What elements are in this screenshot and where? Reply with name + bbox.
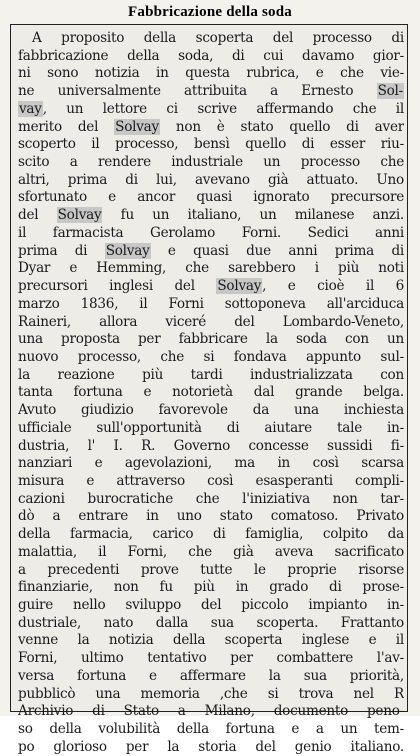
article-line: ni sono notizia in questa rubrica, e che vie- <box>18 65 404 82</box>
article-line: dustriale, nato dalla sua scoperta. Frattanto <box>18 614 404 631</box>
article-line: la reazione più tardi industrializzata con <box>18 366 404 383</box>
article-line: versa fortuna e affermare la sua priorità, <box>18 667 404 684</box>
article-line: del Solvay fu un italiano, un milanese anzi. <box>18 207 404 224</box>
article-line: nuovo processo, che si fondava appunto sul- <box>18 348 404 365</box>
article-line: il farmacista Gerolamo Forni. Sedici anni <box>18 224 404 241</box>
highlighted-term: Sol- <box>377 83 403 100</box>
article-line: marzo 1836, il Forni sottoponeva all'arciduca <box>18 295 404 312</box>
article-line: scoperto il processo, bensì quello di esser riu- <box>18 136 404 153</box>
article-line: misura e attraverso così esasperanti compli- <box>18 472 404 489</box>
article-line: ne universalmente attribuita a Ernesto Sol- <box>18 83 403 100</box>
highlighted-term: Solvay <box>217 278 262 295</box>
article-line: guire nello sviluppo del piccolo impianto in- <box>18 597 404 613</box>
article-line: dò a entrare in uno stato comatoso. Privato <box>18 508 404 525</box>
article-line: tanta fortuna e notorietà dal grande belga. <box>18 384 404 401</box>
article-line: ufficiale sull'opportunità di aiutare tale in- <box>18 419 404 436</box>
article-line: sfortunato e ancor quasi ignorato precursore <box>18 189 404 206</box>
highlighted-term: vay <box>19 100 42 117</box>
article-line: Forni, ultimo tentativo per combattere l'av- <box>18 650 404 667</box>
article-clipping <box>10 24 408 755</box>
article-line: Avuto giudizio favorevole da una inchiesta <box>18 402 404 419</box>
article-line: merito del Solvay non è stato quello di aver <box>18 118 404 135</box>
article-line: po glorioso per la storia del genio italiano. <box>18 738 404 755</box>
article-line: vay, un lettore ci scrive affermando che il <box>19 100 404 117</box>
article-line: a precedenti prove tutte le proprie risorse <box>18 561 404 578</box>
article-line: A proposito della scoperta del processo di <box>32 30 404 46</box>
article-line: Raineri, allora viceré del Lombardo-Veneto, <box>18 313 404 330</box>
article-line: Archivio di Stato a Milano, documento peno- <box>18 703 404 720</box>
article-body <box>18 30 404 756</box>
article-line: dustria, l' I. R. Governo concesse sussidi fi- <box>18 437 404 454</box>
article-line: malattia, il Forni, che già aveva sacrificato <box>18 543 404 560</box>
article-line: prima di Solvay e quasi due anni prima di <box>18 242 404 259</box>
article-line: scito a rendere industriale un processo che <box>18 154 404 171</box>
article-line: della farmacia, carico di famiglia, colpito da <box>18 526 404 543</box>
article-line: venne la notizia della scoperta inglese e il <box>18 632 404 649</box>
article-line: pubblicò una memoria ,che si trova nel R <box>18 685 404 702</box>
article-line: Dyar e Hemming, che sarebbero i più noti <box>18 260 404 277</box>
article-line: una proposta per fabbricare la soda con un <box>18 331 404 348</box>
article-line: fabbricazione della soda, di cui davamo gior- <box>18 47 404 64</box>
article-line: nanziari e agevolazioni, ma in così scarsa <box>18 455 404 472</box>
highlighted-term: Solvay <box>115 118 159 135</box>
article-title: Fabbricazione della soda <box>128 4 292 20</box>
highlighted-term: Solvay <box>105 242 150 259</box>
highlighted-term: Solvay <box>57 207 102 224</box>
article-line: so della volubilità della fortuna e a un tem- <box>18 721 404 738</box>
article-line: finanziarie, non fu più in grado di prose- <box>18 579 404 596</box>
article-line: altri, prima di lui, avevano già attuato. Uno <box>18 171 404 188</box>
article-line: cazioni burocratiche che l'iniziativa non tar- <box>18 490 404 507</box>
article-line: precursori inglesi del Solvay, e cioè il 6 <box>18 278 404 295</box>
